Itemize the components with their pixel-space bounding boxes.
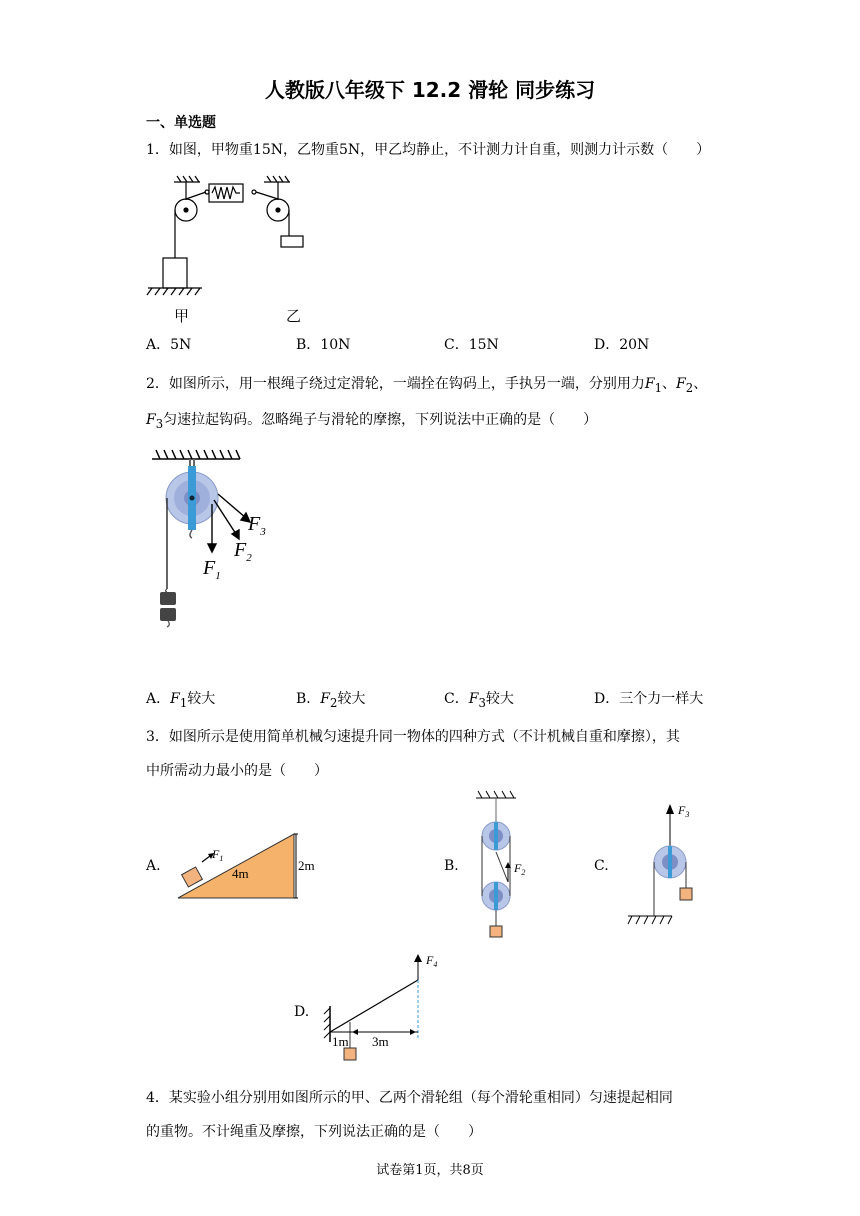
q2-line1-text: 2．如图所示，用一根绳子绕过定滑轮，一端拴在钩码上，手执另一端，分别用力 (146, 376, 645, 392)
page-footer: 试卷第1页，共8页 (376, 1163, 484, 1178)
page-title: 人教版八年级下 12.2 滑轮 同步练习 (264, 78, 596, 102)
svg-text:F1: $F_1$ (212, 847, 224, 863)
svg-text:2m: 2m (298, 858, 315, 873)
fig1-label-yi: 乙 (286, 309, 302, 325)
question-4-line-1: 4．某实验小组分别用如图所示的甲、乙两个滑轮组（每个滑轮重相同）匀速提起相同 (146, 1090, 673, 1106)
svg-text:F2: $F_2$ (234, 539, 252, 564)
svg-text:3m: 3m (372, 1034, 389, 1049)
svg-text:F4: $F_4$ (426, 953, 438, 969)
question-1-text: 1．如图，甲物重15N，乙物重5N，甲乙均静止，不计测力计自重，则测力计示数（ ） (146, 142, 711, 158)
question-2-line-1: 2．如图所示，用一根绳子绕过定滑轮，一端拴在钩码上，手执另一端，分别用力$F_1$、$F_2$、 (146, 376, 708, 395)
question-3-line-1: 3．如图所示是使用简单机械匀速提升同一物体的四种方式（不计机械自重和摩擦），其 (146, 729, 680, 745)
q2-option-a[interactable]: A．$F_1$较大 (146, 691, 216, 710)
q2-option-b[interactable]: B．$F_2$较大 (296, 691, 366, 710)
q2-option-c[interactable]: C．$F_3$较大 (444, 691, 514, 710)
svg-text:F3: $F_3$ (678, 803, 690, 819)
question-4-line-2: 的重物。不计绳重及摩擦，下列说法正确的是（ ） (146, 1124, 482, 1140)
q3-option-a-label[interactable]: A. (146, 858, 161, 874)
q3-figure-d-lever (318, 950, 458, 1074)
q2-line2-text: 匀速拉起钩码。忽略绳子与滑轮的摩擦，下列说法中正确的是（ ） (163, 412, 598, 428)
q2-option-d[interactable]: D．三个力一样大 (594, 691, 704, 707)
q3-option-b-label[interactable]: B. (444, 858, 459, 874)
svg-text:4m: 4m (232, 866, 249, 881)
section-heading: 一、单选题 (146, 115, 216, 131)
q3-figure-b-pulley-block (468, 786, 538, 942)
svg-text:F3: $F_3$ (248, 513, 266, 538)
svg-text:F1: $F_1$ (203, 557, 221, 582)
svg-text:1m: 1m (332, 1034, 349, 1049)
q3-figure-c-movable-pulley (620, 798, 710, 934)
q3-figure-a-incline (172, 826, 332, 906)
svg-text:F2: $F_2$ (514, 861, 526, 877)
q1-option-c[interactable]: C．15N (444, 337, 499, 353)
q1-option-d[interactable]: D．20N (594, 337, 650, 353)
q3-option-d-label[interactable]: D. (294, 1004, 310, 1020)
question-2-line-2: $F_3$匀速拉起钩码。忽略绳子与滑轮的摩擦，下列说法中正确的是（ ） (146, 412, 598, 431)
fig1-label-jia: 甲 (174, 309, 190, 325)
question-1-figure (140, 168, 320, 330)
q3-option-c-label[interactable]: C. (594, 858, 609, 874)
q1-option-b[interactable]: B．10N (296, 337, 351, 353)
q1-option-a[interactable]: A．5N (146, 337, 192, 353)
question-3-line-2: 中所需动力最小的是（ ） (146, 763, 328, 779)
question-2-figure (140, 444, 290, 634)
